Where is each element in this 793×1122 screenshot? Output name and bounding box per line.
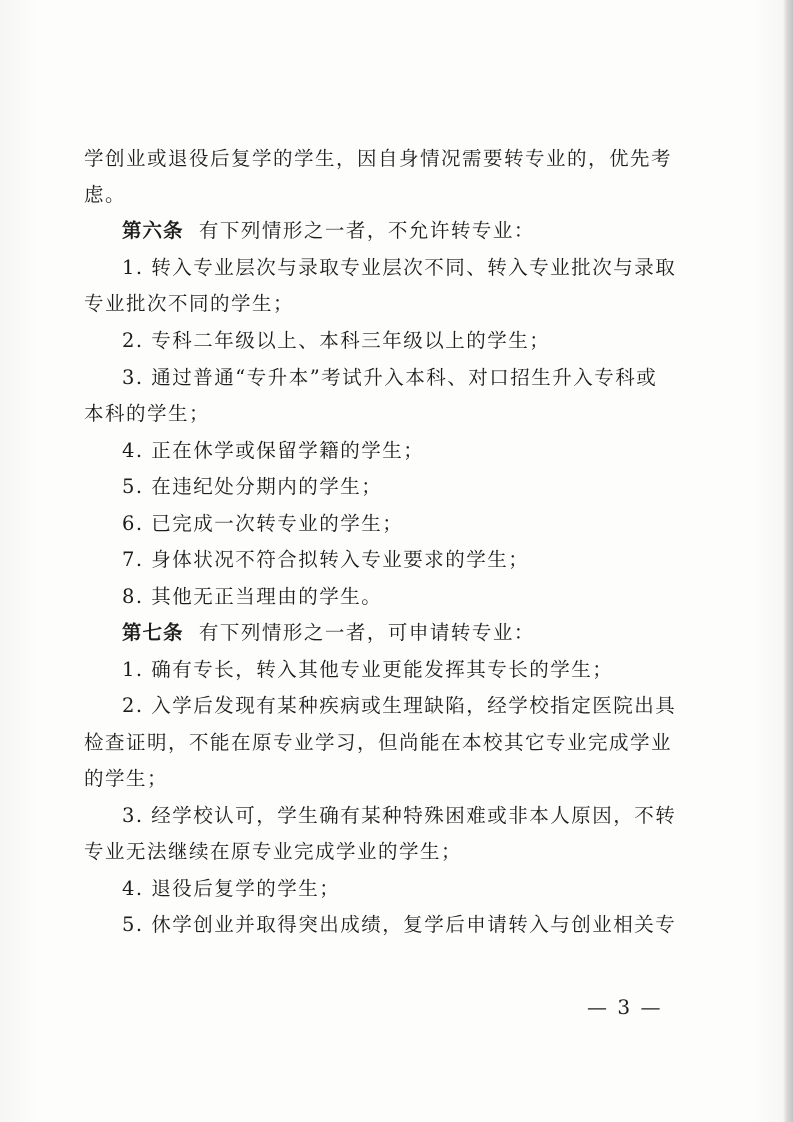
article-six-text: 有下列情形之一者，不允许转专业： xyxy=(198,219,535,242)
text-line-4: 1. 转入专业层次与录取专业层次不同、转入专业批次与录取 xyxy=(122,256,677,279)
text-line-6: 2. 专科二年级以上、本科三年级以上的学生； xyxy=(122,329,551,352)
text-line-16: 2. 入学后发现有某种疾病或生理缺陷，经学校指定医院出具 xyxy=(122,694,677,717)
article-seven-heading: 第七条 xyxy=(122,621,184,644)
text-line-2: 虑。 xyxy=(84,183,127,206)
text-line-13: 8. 其他无正当理由的学生。 xyxy=(122,585,383,608)
text-line-5: 专业批次不同的学生； xyxy=(84,292,295,315)
text-line-7: 3. 通过普通“专升本”考试升入本科、对口招生升入专科或 xyxy=(122,366,658,389)
article-seven-text: 有下列情形之一者，可申请转专业： xyxy=(198,621,535,644)
text-line-20: 专业无法继续在原专业完成学业的学生； xyxy=(84,840,463,863)
text-line-22: 5. 休学创业并取得突出成绩，复学后申请转入与创业相关专 xyxy=(122,913,677,936)
article-seven-line xyxy=(122,621,535,645)
page-number: — 3 — xyxy=(587,995,663,1019)
text-line-12: 7. 身体状况不符合拟转入专业要求的学生； xyxy=(122,548,530,571)
text-line-11: 6. 已完成一次转专业的学生； xyxy=(122,512,404,535)
text-line-10: 5. 在违纪处分期内的学生； xyxy=(122,475,383,498)
text-line-9: 4. 正在休学或保留学籍的学生； xyxy=(122,439,425,462)
text-line-19: 3. 经学校认可，学生确有某种特殊困难或非本人原因，不转 xyxy=(122,804,677,827)
text-line-21: 4. 退役后复学的学生； xyxy=(122,877,341,900)
text-line-8: 本科的学生； xyxy=(84,402,211,425)
text-line-15: 1. 确有专长，转入其他专业更能发挥其专长的学生； xyxy=(122,658,614,681)
scan-edge-shadow xyxy=(783,0,793,1122)
text-line-18: 的学生； xyxy=(84,767,169,790)
text-line-1: 学创业或退役后复学的学生，因自身情况需要转专业的，优先考 xyxy=(84,147,673,170)
text-line-17: 检查证明，不能在原专业学习，但尚能在本校其它专业完成学业 xyxy=(84,731,673,754)
article-six-line xyxy=(122,219,535,243)
article-six-heading: 第六条 xyxy=(122,219,184,242)
